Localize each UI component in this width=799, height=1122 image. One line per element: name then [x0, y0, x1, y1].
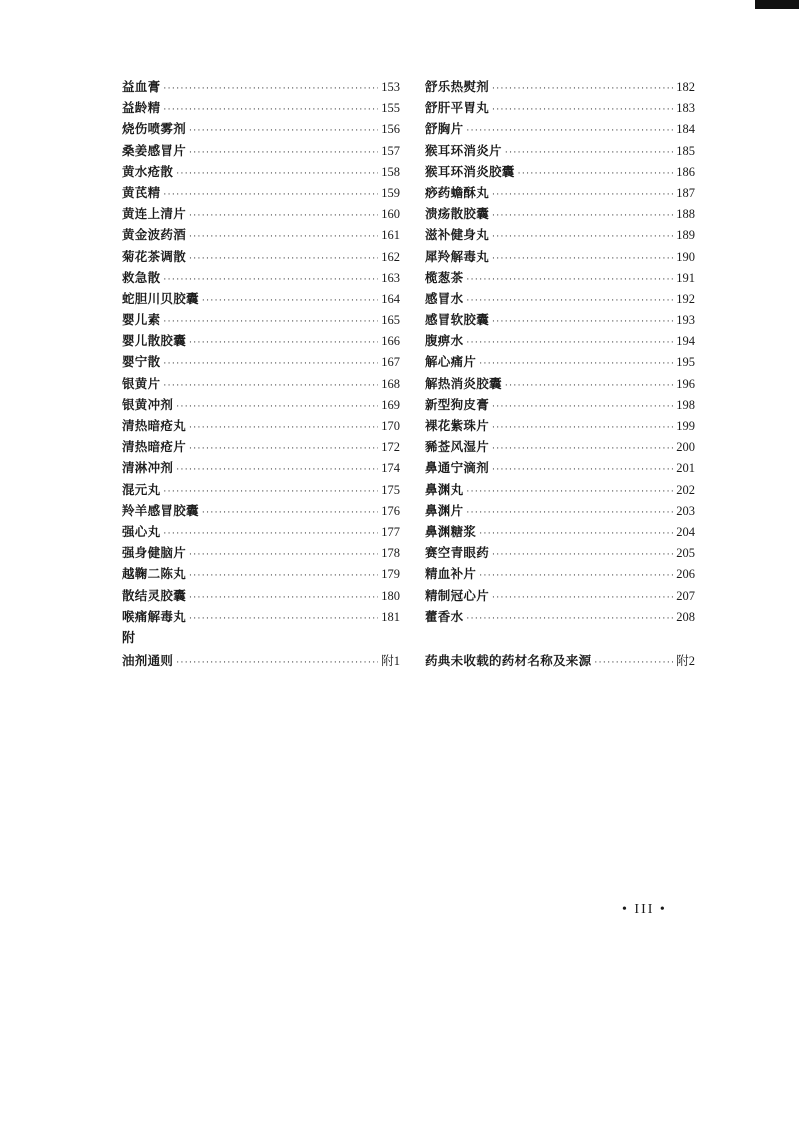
leader-dots	[466, 270, 673, 291]
toc-entry[interactable]	[425, 224, 695, 245]
entry-name: 鼻渊片	[425, 502, 464, 518]
leader-dots	[189, 143, 378, 164]
leader-dots	[466, 482, 673, 503]
entry-name: 黄水疮散	[122, 163, 174, 179]
entry-page: 160	[381, 207, 400, 222]
leader-dots	[163, 376, 378, 397]
appendix-entry-right[interactable]	[425, 650, 695, 671]
toc-entry[interactable]	[425, 309, 695, 330]
toc-entry[interactable]	[425, 118, 695, 139]
entry-name: 越鞠二陈丸	[122, 566, 187, 582]
leader-dots	[176, 460, 378, 481]
toc-entry[interactable]	[122, 351, 400, 372]
toc-entry[interactable]	[122, 309, 400, 330]
toc-entry[interactable]	[425, 394, 695, 415]
entry-page: 185	[676, 143, 695, 158]
leader-dots	[189, 333, 378, 354]
entry-name: 羚羊感冒胶囊	[122, 502, 199, 518]
entry-name: 猴耳环消炎片	[425, 142, 502, 158]
entry-name: 赛空青眼药	[425, 545, 490, 561]
entry-page: 188	[676, 207, 695, 222]
entry-page: 190	[676, 249, 695, 264]
leader-dots	[163, 354, 378, 375]
entry-name: 婴宁散	[122, 354, 161, 370]
entry-name: 黄金波药酒	[122, 227, 187, 243]
leader-dots	[505, 143, 673, 164]
toc-entry[interactable]	[425, 479, 695, 500]
toc-entry[interactable]	[122, 542, 400, 563]
entry-name: 救急散	[122, 269, 161, 285]
entry-page: 186	[676, 164, 695, 179]
entry-page: 158	[381, 164, 400, 179]
leader-dots	[189, 439, 378, 460]
entry-page: 204	[676, 524, 695, 539]
entry-page: 166	[381, 334, 400, 349]
toc-entry[interactable]	[122, 118, 400, 139]
toc-entry[interactable]	[425, 161, 695, 182]
toc-entry[interactable]	[122, 182, 400, 203]
entry-page: 165	[381, 313, 400, 328]
leader-dots	[189, 566, 378, 587]
toc-entry[interactable]	[122, 288, 400, 309]
entry-name: 强心丸	[122, 523, 161, 539]
appendix-heading: 附	[122, 631, 136, 646]
entry-page: 206	[676, 567, 695, 582]
leader-dots	[163, 100, 378, 121]
entry-name: 油剂通则	[122, 653, 174, 668]
leader-dots	[492, 545, 673, 566]
leader-dots	[202, 503, 378, 524]
toc-entry[interactable]	[122, 246, 400, 267]
leader-dots	[466, 291, 673, 312]
entry-name: 痧药蟾酥丸	[425, 184, 490, 200]
entry-name: 鼻渊丸	[425, 481, 464, 497]
entry-page: 192	[676, 291, 695, 306]
leader-dots	[518, 164, 674, 185]
leader-dots	[492, 397, 673, 418]
toc-entry[interactable]	[122, 500, 400, 521]
leader-dots	[189, 609, 378, 630]
leader-dots	[492, 588, 673, 609]
leader-dots	[176, 164, 378, 185]
entry-page: 167	[381, 355, 400, 370]
leader-dots	[189, 588, 378, 609]
entry-page: 189	[676, 228, 695, 243]
entry-page: 164	[381, 291, 400, 306]
entry-page: 193	[676, 313, 695, 328]
entry-name: 银黄片	[122, 375, 161, 391]
entry-page: 162	[381, 249, 400, 264]
leader-dots	[163, 185, 378, 206]
entry-name: 藿香水	[425, 608, 464, 624]
entry-page: 176	[381, 503, 400, 518]
entry-name: 解热消炎胶囊	[425, 375, 502, 391]
entry-name: 菊花茶调散	[122, 248, 187, 264]
leader-dots	[163, 524, 378, 545]
toc-entry[interactable]	[122, 457, 400, 478]
entry-name: 益血膏	[122, 79, 161, 94]
toc-entry[interactable]	[122, 521, 400, 542]
toc-entry[interactable]	[425, 288, 695, 309]
toc-entry[interactable]	[122, 203, 400, 224]
toc-entry[interactable]	[425, 182, 695, 203]
entry-page: 198	[676, 397, 695, 412]
toc-entry[interactable]	[425, 97, 695, 118]
toc-entry[interactable]	[122, 267, 400, 288]
toc-entry[interactable]	[425, 585, 695, 606]
appendix-entry-left[interactable]	[122, 650, 400, 671]
toc-entry[interactable]	[425, 373, 695, 394]
entry-page: 178	[381, 546, 400, 561]
entry-name: 舒肝平胃丸	[425, 100, 490, 116]
leader-dots	[163, 79, 378, 100]
entry-page: 169	[381, 397, 400, 412]
toc-entry[interactable]	[425, 500, 695, 521]
leader-dots	[466, 609, 673, 630]
leader-dots	[492, 460, 673, 481]
entry-name: 溃疡散胶囊	[425, 206, 490, 222]
toc-entry[interactable]	[425, 203, 695, 224]
toc-entry[interactable]	[425, 76, 695, 97]
toc-entry[interactable]	[122, 585, 400, 606]
entry-page: 201	[676, 461, 695, 476]
entry-page: 168	[381, 376, 400, 391]
entry-name: 强身健脑片	[122, 545, 187, 561]
entry-page: 159	[381, 185, 400, 200]
entry-page: 175	[381, 482, 400, 497]
page-number: • III •	[622, 902, 667, 917]
leader-dots	[492, 227, 673, 248]
leader-dots	[189, 418, 378, 439]
entry-page: 180	[381, 588, 400, 603]
toc-entry[interactable]	[425, 267, 695, 288]
entry-name: 黄连上清片	[122, 206, 187, 222]
toc-entry[interactable]	[122, 394, 400, 415]
leader-dots	[466, 333, 673, 354]
entry-name: 豨莶风湿片	[425, 439, 490, 455]
entry-page: 161	[381, 228, 400, 243]
entry-name: 舒乐热熨剂	[425, 79, 490, 94]
entry-name: 犀羚解毒丸	[425, 248, 490, 264]
toc-entry[interactable]	[122, 140, 400, 161]
entry-name: 清淋冲剂	[122, 460, 174, 476]
toc-entry[interactable]	[425, 436, 695, 457]
entry-page: 196	[676, 376, 695, 391]
entry-name: 鼻通宁滴剂	[425, 460, 490, 476]
toc-entry[interactable]	[425, 457, 695, 478]
leader-dots	[189, 545, 378, 566]
entry-page: 187	[676, 185, 695, 200]
entry-page: 附1	[381, 654, 400, 668]
entry-page: 207	[676, 588, 695, 603]
entry-name: 桑姜感冒片	[122, 142, 187, 158]
leader-dots	[492, 79, 673, 100]
leader-dots	[163, 312, 378, 333]
entry-name: 银黄冲剂	[122, 396, 174, 412]
leader-dots	[492, 206, 673, 227]
entry-name: 精血补片	[425, 566, 477, 582]
entry-page: 194	[676, 334, 695, 349]
entry-name: 喉痛解毒丸	[122, 608, 187, 624]
entry-name: 感冒水	[425, 290, 464, 306]
entry-page: 199	[676, 419, 695, 433]
scan-edge-mark	[755, 0, 799, 9]
entry-page: 153	[381, 80, 400, 94]
entry-name: 精制冠心片	[425, 587, 490, 603]
entry-name: 益龄精	[122, 100, 161, 116]
toc-entry[interactable]	[425, 606, 695, 627]
leader-dots	[594, 653, 673, 674]
toc-entry[interactable]	[425, 140, 695, 161]
entry-page: 181	[381, 609, 400, 624]
entry-name: 药典未收载的药材名称及来源	[425, 653, 592, 668]
toc-entry[interactable]	[425, 521, 695, 542]
toc-entry[interactable]	[122, 606, 400, 627]
toc-entry[interactable]	[122, 373, 400, 394]
entry-name: 解心痛片	[425, 354, 477, 370]
toc-entry[interactable]	[425, 542, 695, 563]
entry-name: 婴儿素	[122, 312, 161, 328]
leader-dots	[492, 439, 673, 460]
entry-page: 170	[381, 419, 400, 433]
entry-page: 200	[676, 440, 695, 455]
entry-page: 177	[381, 524, 400, 539]
entry-name: 婴儿散胶囊	[122, 333, 187, 349]
entry-name: 清热暗疮片	[122, 439, 187, 455]
leader-dots	[492, 312, 673, 333]
toc-entry[interactable]	[122, 76, 400, 97]
leader-dots	[492, 249, 673, 270]
entry-name: 感冒软胶囊	[425, 312, 490, 328]
toc-left-column	[122, 76, 400, 627]
leader-dots	[479, 354, 673, 375]
leader-dots	[176, 397, 378, 418]
leader-dots	[492, 100, 673, 121]
toc-entry[interactable]	[425, 563, 695, 584]
entry-page: 174	[381, 461, 400, 476]
leader-dots	[202, 291, 378, 312]
entry-page: 195	[676, 355, 695, 370]
entry-page: 183	[676, 101, 695, 116]
leader-dots	[505, 376, 673, 397]
entry-name: 新型狗皮膏	[425, 396, 490, 412]
toc-entry[interactable]	[122, 436, 400, 457]
entry-page: 208	[676, 609, 695, 624]
entry-name: 清热暗疮丸	[122, 418, 187, 433]
entry-name: 黄芪精	[122, 184, 161, 200]
entry-page: 157	[381, 143, 400, 158]
entry-page: 202	[676, 482, 695, 497]
entry-name: 散结灵胶囊	[122, 587, 187, 603]
leader-dots	[176, 653, 378, 674]
toc-entry[interactable]	[425, 415, 695, 436]
toc-entry[interactable]	[425, 330, 695, 351]
entry-page: 182	[676, 80, 695, 94]
entry-name: 烧伤喷雾剂	[122, 121, 187, 137]
entry-name: 蛇胆川贝胶囊	[122, 290, 199, 306]
entry-name: 猴耳环消炎胶囊	[425, 163, 515, 179]
leader-dots	[492, 418, 673, 439]
entry-page: 179	[381, 567, 400, 582]
toc-entry[interactable]	[122, 97, 400, 118]
toc-entry[interactable]	[122, 330, 400, 351]
entry-name: 滋补健身丸	[425, 227, 490, 243]
leader-dots	[492, 185, 673, 206]
leader-dots	[189, 206, 378, 227]
entry-page: 191	[676, 270, 695, 285]
entry-name: 榄葱茶	[425, 269, 464, 285]
entry-page: 163	[381, 270, 400, 285]
leader-dots	[189, 121, 378, 142]
toc-right-column	[425, 76, 695, 627]
entry-name: 腹痹水	[425, 333, 464, 349]
toc-entry[interactable]	[425, 246, 695, 267]
toc-entry[interactable]	[122, 161, 400, 182]
toc-entry[interactable]	[122, 415, 400, 436]
entry-page: 205	[676, 546, 695, 561]
entry-page: 172	[381, 440, 400, 455]
toc-entry[interactable]	[122, 563, 400, 584]
entry-name: 裸花紫珠片	[425, 418, 490, 433]
entry-page: 203	[676, 503, 695, 518]
entry-page: 184	[676, 122, 695, 137]
entry-page: 155	[381, 101, 400, 116]
entry-name: 鼻渊糖浆	[425, 523, 477, 539]
entry-page: 156	[381, 122, 400, 137]
toc-entry[interactable]	[122, 224, 400, 245]
leader-dots	[479, 566, 673, 587]
entry-name: 舒胸片	[425, 121, 464, 137]
leader-dots	[189, 227, 378, 248]
leader-dots	[189, 249, 378, 270]
leader-dots	[479, 524, 673, 545]
toc-entry[interactable]	[122, 479, 400, 500]
entry-name: 混元丸	[122, 481, 161, 497]
entry-page: 附2	[676, 654, 695, 668]
leader-dots	[466, 503, 673, 524]
toc-entry[interactable]	[425, 351, 695, 372]
